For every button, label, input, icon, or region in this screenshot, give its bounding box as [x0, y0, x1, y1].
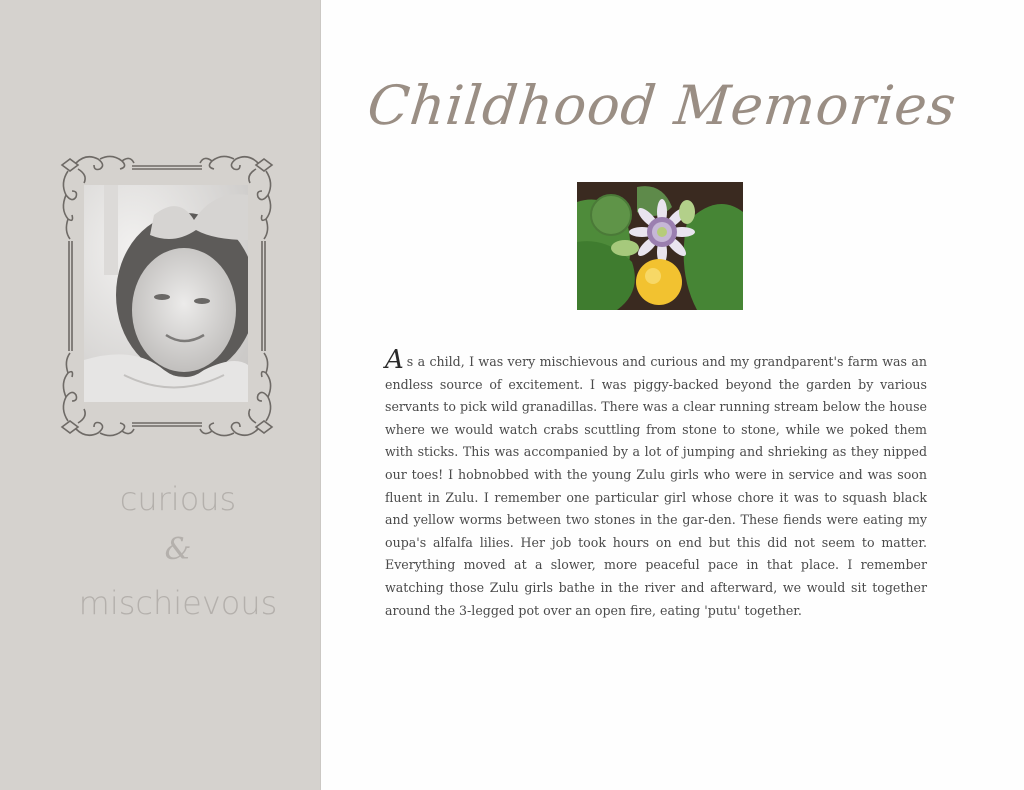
- tagline-ampersand: &: [164, 532, 192, 567]
- passion-flower-photo-icon: [577, 182, 743, 310]
- ornate-frame-icon: [56, 151, 278, 441]
- page-title: Childhood Memories: [364, 74, 960, 137]
- story-paragraph: [385, 345, 927, 622]
- tagline-mischievous: mischievous: [78, 584, 278, 622]
- tagline-curious: curious: [119, 480, 237, 518]
- story-text: s a child, I was very mischievous and curious and my grandparent's farm was an endless source of excitement. I was piggy-backed beyond the garden by various servants to pick wild granadillas. There was a clear running stream below the house where we would watch crabs scuttling from stone to stone, while we poked them with sticks. This was accompanied by a lot of jumping and shrieking as they nipped our toes! I hobnobbed with the young Zulu girls who were in service and was soon fluent in Zulu. I remember one particular girl whose chore it was to squash black and yellow worms between two stones in the gar-den. These fiends were eating my oupa's alfalfa lilies. Her job took hours on end but this did not seem to matter. Everything moved at a slower, more peaceful pace in that place. I remember watching those Zulu girls bathe in the river and afterward, we would sit together around the 3-legged pot over an open fire, eating 'putu' together.: [385, 354, 927, 618]
- sidebar-panel: [0, 0, 321, 790]
- drop-cap: A: [385, 345, 404, 375]
